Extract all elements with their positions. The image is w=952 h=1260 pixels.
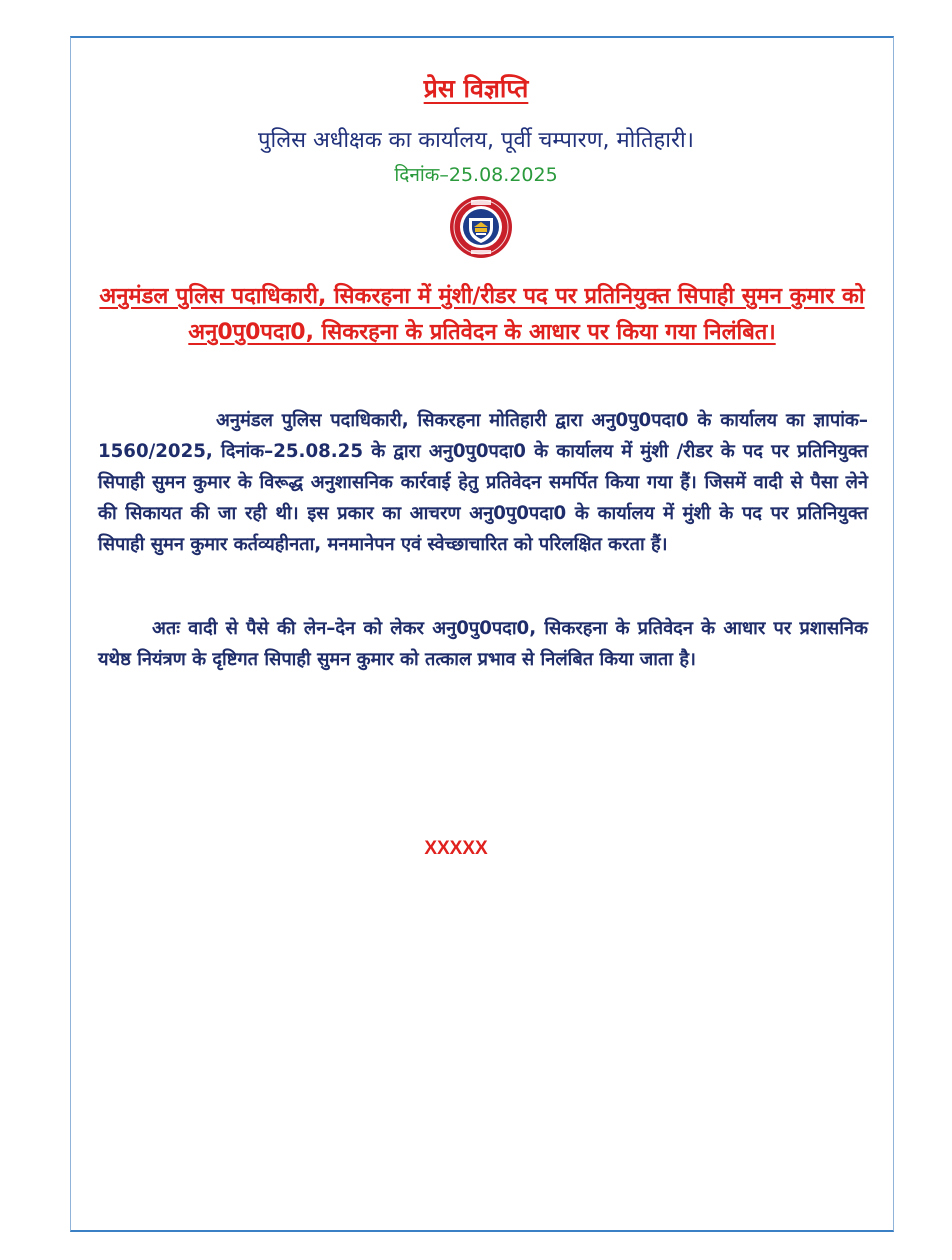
body-paragraph-1: अनुमंडल पुलिस पदाधिकारी, सिकरहना मोतिहारी द्वारा अनु0पु0पदा0 के कार्यालय का ज्ञापांक–1560/2025, दिनांक–25.08.25 के द्वारा अनु0पु0पदा0 के कार्यालय में मुंशी /रीडर के पद पर प्रतिनियुक्त सिपाही सुमन कुमार के विरूद्ध अनुशासनिक कार्रवाई हेतु प्रतिवेदन समर्पित किया गया हैं। जिसमें वादी से पैसा लेने की सिकायत की जा रही थी। इस प्रकार का आचरण अनु0पु0पदा0 के कार्यालय में मुंशी के पद पर प्रतिनियुक्त सिपाही सुमन कुमार कर्तव्यहीनता, मनमानेपन एवं स्वेच्छाचारित को परिलक्षित करता हैं। [98, 410, 868, 555]
press-release-title-text: प्रेस विज्ञप्ति [423, 74, 529, 103]
headline-text: अनुमंडल पुलिस पदाधिकारी, सिकरहना में मुंशी/रीडर पद पर प्रतिनियुक्त सिपाही सुमन कुमार को अनु0पु0पदा0, सिकरहना के प्रतिवेदन के आधार पर किया गया निलंबित। [99, 284, 865, 345]
headline [92, 279, 872, 351]
body-paragraph-2: अतः वादी से पैसे की लेन–देन को लेकर अनु0पु0पदा0, सिकरहना के प्रतिवेदन के आधार पर प्रशासनिक यथेष्ठ नियंत्रण के दृष्टिगत सिपाही सुमन कुमार को तत्काल प्रभाव से निलंबित किया जाता है। [98, 618, 868, 670]
office-name: पुलिस अधीक्षक का कार्यालय, पूर्वी चम्पारण, मोतिहारी। [258, 128, 694, 153]
signature: XXXXX [424, 838, 488, 859]
press-release-title [0, 72, 952, 106]
bihar-police-emblem-icon [441, 194, 521, 260]
release-date: दिनांक–25.08.2025 [394, 164, 558, 186]
